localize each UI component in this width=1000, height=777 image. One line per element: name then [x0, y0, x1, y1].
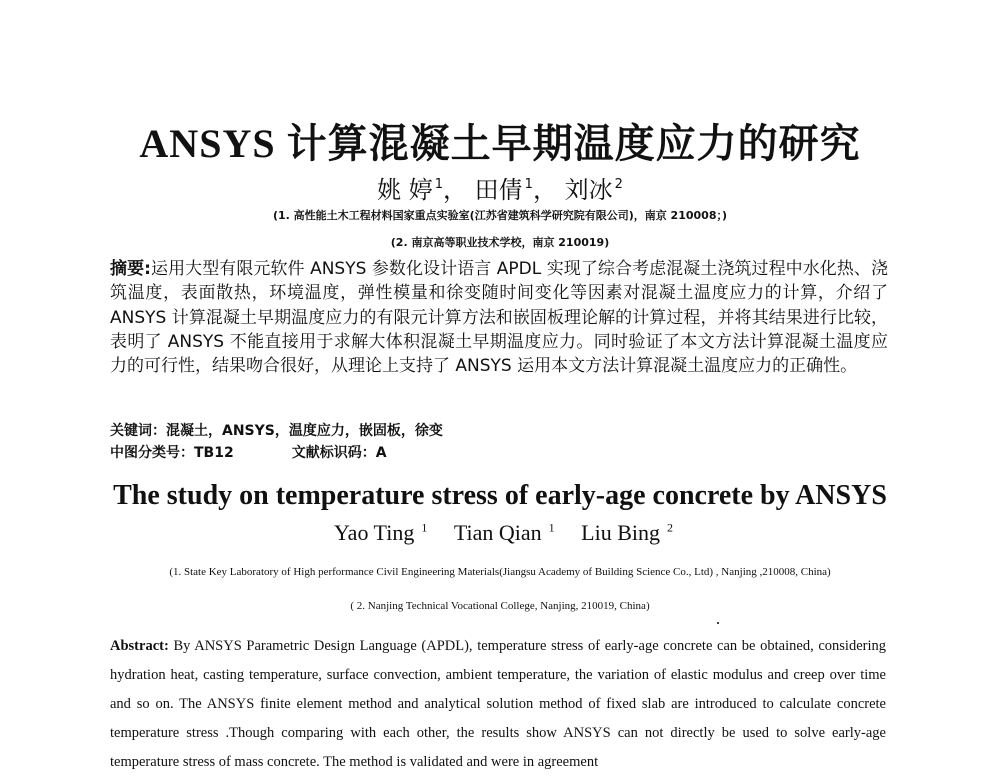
author-separator: ，: [532, 176, 557, 204]
author-affiliation-mark: 1: [524, 177, 533, 192]
english-title: The study on temperature stress of early-age concrete by ANSYS: [113, 480, 887, 511]
author-affiliation-mark: 1: [434, 177, 444, 192]
chinese-affiliation-1: (1. 高性能土木工程材料国家重点实验室(江苏省建筑科学研究院有限公司)，南京 210008；): [272, 209, 728, 222]
english-author: [447, 520, 555, 545]
english-abstract-text: By ANSYS Parametric Design Language (APDL), temperature stress of early-age concrete can be obtained, considering hydration heat, casting temperature, surface convection, ambient temperature, the variation of elastic modulus and creep over time and so on. The ANSYS finite element method and analytical solution method of fixed slab are introduced to calculate concrete temperature stress .Though comparing with each other, the results show ANSYS can not directly be used to solve early-age temperature stress of mass concrete. The method is validated and were in agreement: [110, 638, 886, 770]
chinese-classification-line: [110, 442, 387, 462]
english-authors: [0, 520, 1000, 546]
scan-speck: [717, 622, 719, 624]
chinese-authors: [0, 170, 1000, 205]
english-abstract: [110, 632, 886, 777]
author-separator: ，: [443, 176, 468, 204]
author-affiliation-mark: 1: [548, 520, 555, 535]
english-author: [327, 520, 427, 545]
classification-number: 中图分类号：TB12: [110, 445, 234, 461]
chinese-affiliation-2: (2. 南京高等职业技术学校，南京 210019): [390, 236, 610, 249]
author-affiliation-mark: 2: [614, 177, 623, 192]
english-abstract-label: Abstract:: [110, 638, 169, 654]
chinese-keywords: 关键词：混凝土，ANSYS，温度应力，嵌固板，徐变: [110, 423, 443, 439]
document-code: 文献标识码：A: [291, 445, 387, 461]
author-name: Tian Qian: [453, 520, 542, 545]
english-author: [574, 520, 673, 545]
english-affiliation-1: (1. State Key Laboratory of High performance Civil Engineering Materials(Jiangsu Academy of Building Science Co., Ltd) , Nanjing ,210008, China): [169, 566, 831, 578]
chinese-title: ANSYS 计算混凝土早期温度应力的研究: [139, 121, 861, 166]
english-affiliation-2: ( 2. Nanjing Technical Vocational College, Nanjing, 210019, China): [350, 600, 650, 612]
author-affiliation-mark: 1: [421, 520, 428, 535]
author-name: Liu Bing: [581, 520, 660, 545]
author-name: 刘冰: [564, 176, 613, 204]
chinese-abstract: [110, 257, 888, 378]
chinese-abstract-text: 运用大型有限元软件 ANSYS 参数化设计语言 APDL 实现了综合考虑混凝土浇筑过程中水化热、浇筑温度，表面散热，环境温度，弹性模量和徐变随时间变化等因素对混凝土温度应力的计算，介绍了 ANSYS 计算混凝土早期温度应力的有限元计算方法和嵌固板理论解的计算过程，并将其结果进行比较，表明了 ANSYS 不能直接用于求解大体积混凝土早期温度应力。同时验证了本文方法计算混凝土温度应力的可行性，结果吻合很好，从理论上支持了 ANSYS 运用本文方法计算混凝土温度应力的正确性。: [110, 259, 888, 377]
author-affiliation-mark: 2: [667, 520, 673, 535]
chinese-abstract-label: 摘要:: [110, 259, 151, 279]
author-name: Yao Ting: [334, 520, 415, 545]
author-name: 田倩: [474, 176, 523, 204]
author-name: 姚 婷: [377, 176, 433, 204]
